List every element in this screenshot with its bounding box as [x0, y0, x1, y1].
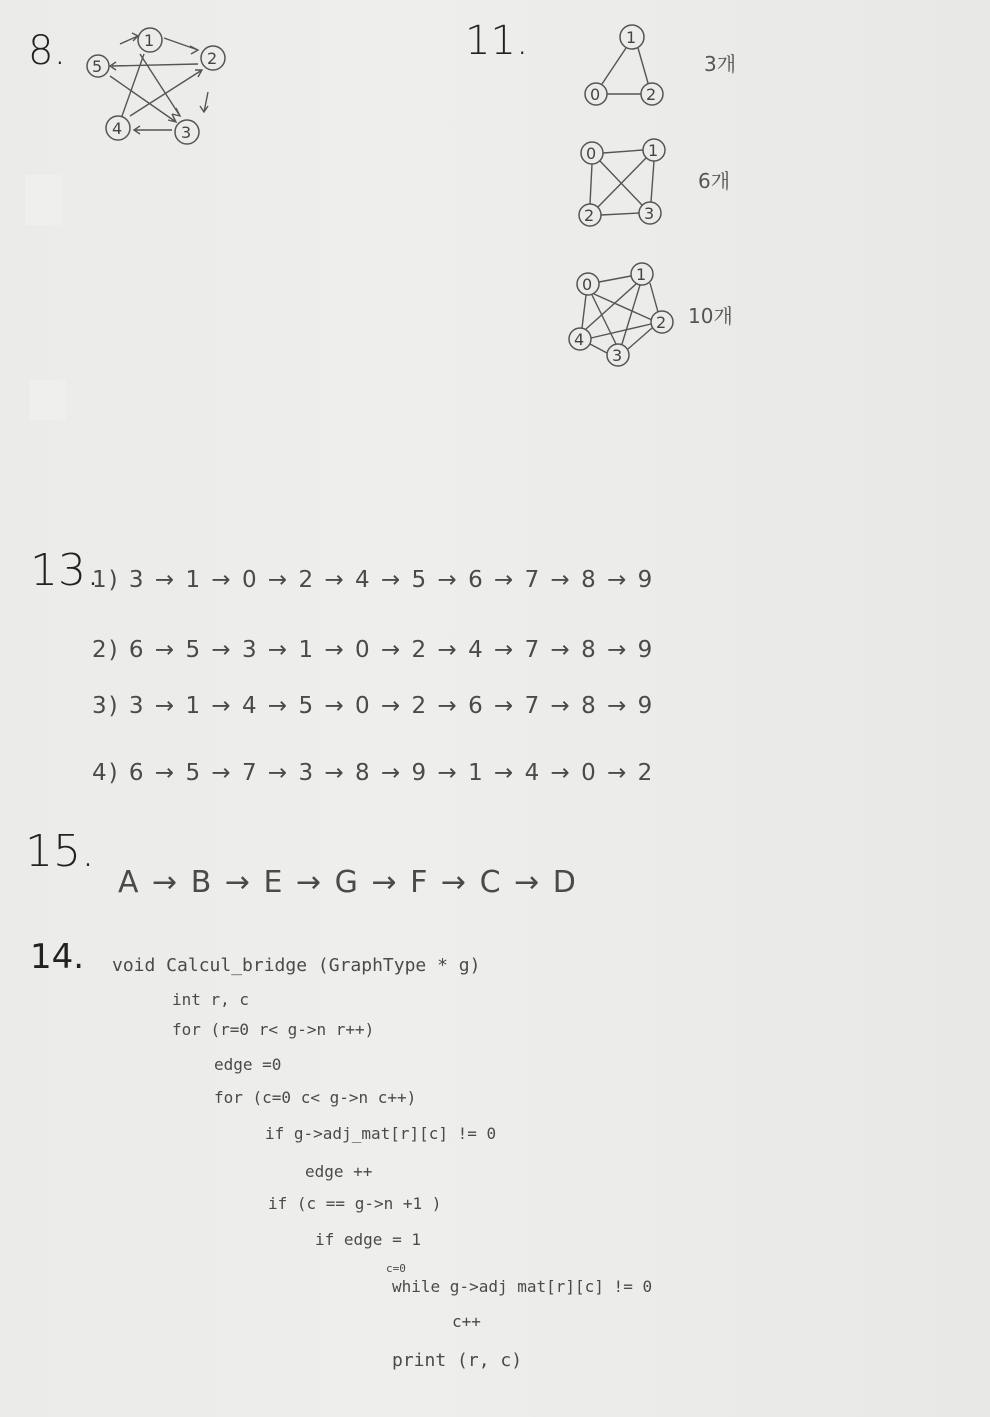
problem-11-edge-count-2: 6개 — [698, 169, 731, 193]
graph-edge — [130, 70, 202, 116]
graph-edge — [164, 38, 198, 54]
graph-edge — [602, 48, 626, 84]
code-line: while g->adj mat[r][c] != 0 — [392, 1277, 653, 1296]
problem-15-number: 15. — [25, 826, 95, 877]
graph-edge — [599, 276, 631, 282]
graph-edge — [650, 283, 658, 312]
graph-edge — [122, 54, 144, 116]
code-line: if edge = 1 — [315, 1230, 421, 1249]
problem-11-edge-count-3: 10개 — [688, 304, 733, 328]
graph-node-label: 1 — [636, 265, 647, 284]
graph-node-label: 2 — [584, 206, 595, 225]
graph-node-label: 3 — [612, 346, 623, 365]
problem-13-line-3: 3) 3 → 1 → 4 → 5 → 0 → 2 → 6 → 7 → 8 → 9 — [92, 693, 655, 719]
graph-node-label: 3 — [181, 123, 192, 142]
graph-edge — [134, 126, 172, 134]
graph-edge — [638, 48, 648, 83]
problem-11-edge-count-1: 3개 — [704, 52, 737, 76]
graph-node-label: 2 — [207, 49, 218, 68]
graph-node-label: 5 — [92, 57, 103, 76]
erased-mark — [30, 380, 66, 420]
problem-8-directed-graph — [80, 20, 260, 150]
code-line: edge ++ — [305, 1162, 373, 1181]
graph-node-label: 0 — [586, 144, 597, 163]
graph-node-label: 0 — [590, 85, 601, 104]
graph-edge — [628, 328, 652, 349]
graph-node-label: 2 — [656, 313, 667, 332]
problem-13-line-2: 2) 6 → 5 → 3 → 1 → 0 → 2 → 4 → 7 → 8 → 9 — [92, 637, 655, 663]
problem-13-line-1: 1) 3 → 1 → 0 → 2 → 4 → 5 → 6 → 7 → 8 → 9 — [92, 567, 655, 593]
problem-13-number: 13. — [30, 545, 100, 596]
graph-edge — [582, 295, 586, 328]
graph-edge — [110, 62, 198, 70]
complete-graph-k3 — [578, 20, 678, 110]
problem-8-number: 8. — [28, 28, 67, 74]
graph-node-label: 1 — [626, 28, 637, 47]
graph-edge — [140, 54, 180, 116]
graph-node-label: 1 — [144, 31, 155, 50]
graph-edge — [590, 164, 592, 204]
code-line: void Calcul_bridge (GraphType * g) — [112, 955, 481, 976]
code-line: c++ — [452, 1312, 481, 1331]
graph-node-label: 2 — [646, 85, 657, 104]
complete-graph-k4 — [572, 135, 682, 235]
graph-edge — [598, 158, 646, 207]
graph-edge — [590, 344, 607, 353]
erased-mark — [25, 175, 63, 225]
graph-node-label: 4 — [112, 119, 123, 138]
code-line: if g->adj_mat[r][c] != 0 — [265, 1124, 497, 1143]
code-line: print (r, c) — [392, 1350, 523, 1371]
code-line: if (c == g->n +1 ) — [268, 1194, 442, 1213]
problem-14-number: 14. — [30, 937, 85, 977]
code-line: for (c=0 c< g->n c++) — [214, 1088, 417, 1107]
graph-edge — [200, 92, 208, 112]
code-line: int r, c — [172, 990, 250, 1009]
problem-11-number: 11. — [465, 18, 529, 64]
graph-node-label: 1 — [648, 141, 659, 160]
problem-13-line-4: 4) 6 → 5 → 7 → 3 → 8 → 9 → 1 → 4 → 0 → 2 — [92, 760, 655, 786]
code-line: c=0 — [386, 1262, 406, 1275]
problem-15-answer: A → B → E → G → F → C → D — [118, 865, 578, 900]
graph-edge — [603, 150, 643, 153]
graph-edge — [120, 33, 138, 44]
graph-node-label: 4 — [574, 330, 585, 349]
complete-graph-k5 — [566, 258, 686, 368]
graph-node-label: 0 — [582, 275, 593, 294]
code-line: edge =0 — [214, 1055, 282, 1074]
graph-edge — [110, 76, 176, 122]
graph-node-label: 3 — [644, 204, 655, 223]
code-line: for (r=0 r< g->n r++) — [172, 1020, 375, 1039]
graph-edge — [601, 213, 639, 215]
graph-edge — [651, 161, 654, 202]
